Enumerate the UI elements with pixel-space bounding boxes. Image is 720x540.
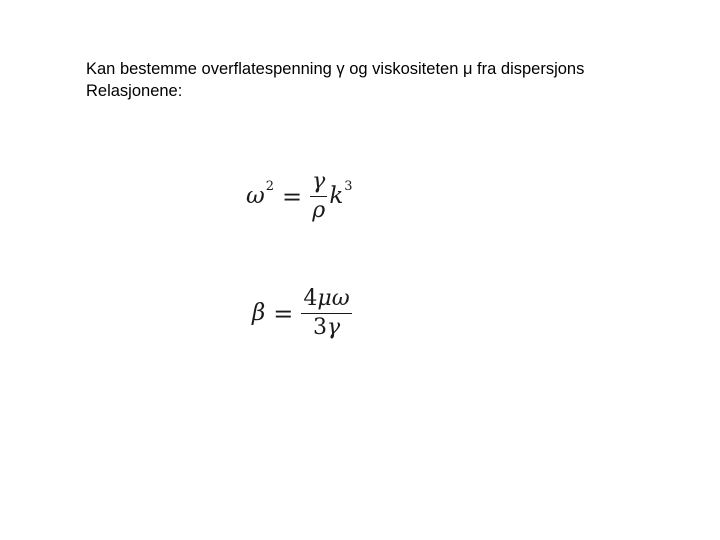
numerator — [301, 287, 351, 311]
intro-line-1: Kan bestemme overflatespenning γ og viskositeten μ fra dispersjons — [86, 60, 585, 78]
fraction-bar — [301, 313, 351, 314]
denominator — [311, 316, 342, 340]
denominator-coefficient: 3 — [312, 315, 327, 341]
omega-symbol: ω — [246, 183, 265, 210]
intro-line-2: Relasjonene: — [86, 82, 183, 100]
fraction — [301, 287, 351, 340]
numerator-coefficient: 4 — [303, 286, 318, 311]
k-symbol: k — [329, 183, 344, 210]
numerator-gamma: γ — [312, 169, 326, 194]
fraction-bar — [310, 196, 327, 197]
equals-sign: = — [282, 182, 303, 211]
fraction — [310, 170, 327, 223]
beta-symbol: β — [252, 300, 266, 327]
dispersion-relation-equation — [246, 170, 353, 223]
numerator-variables: μω — [317, 286, 350, 311]
k-exponent: 3 — [344, 179, 353, 195]
denominator-variables: γ — [326, 315, 341, 341]
denominator-rho: ρ — [312, 198, 326, 224]
intro-text — [86, 58, 686, 102]
damping-relation-equation — [252, 287, 354, 340]
equals-sign: = — [273, 299, 294, 328]
omega-exponent: 2 — [265, 179, 275, 195]
